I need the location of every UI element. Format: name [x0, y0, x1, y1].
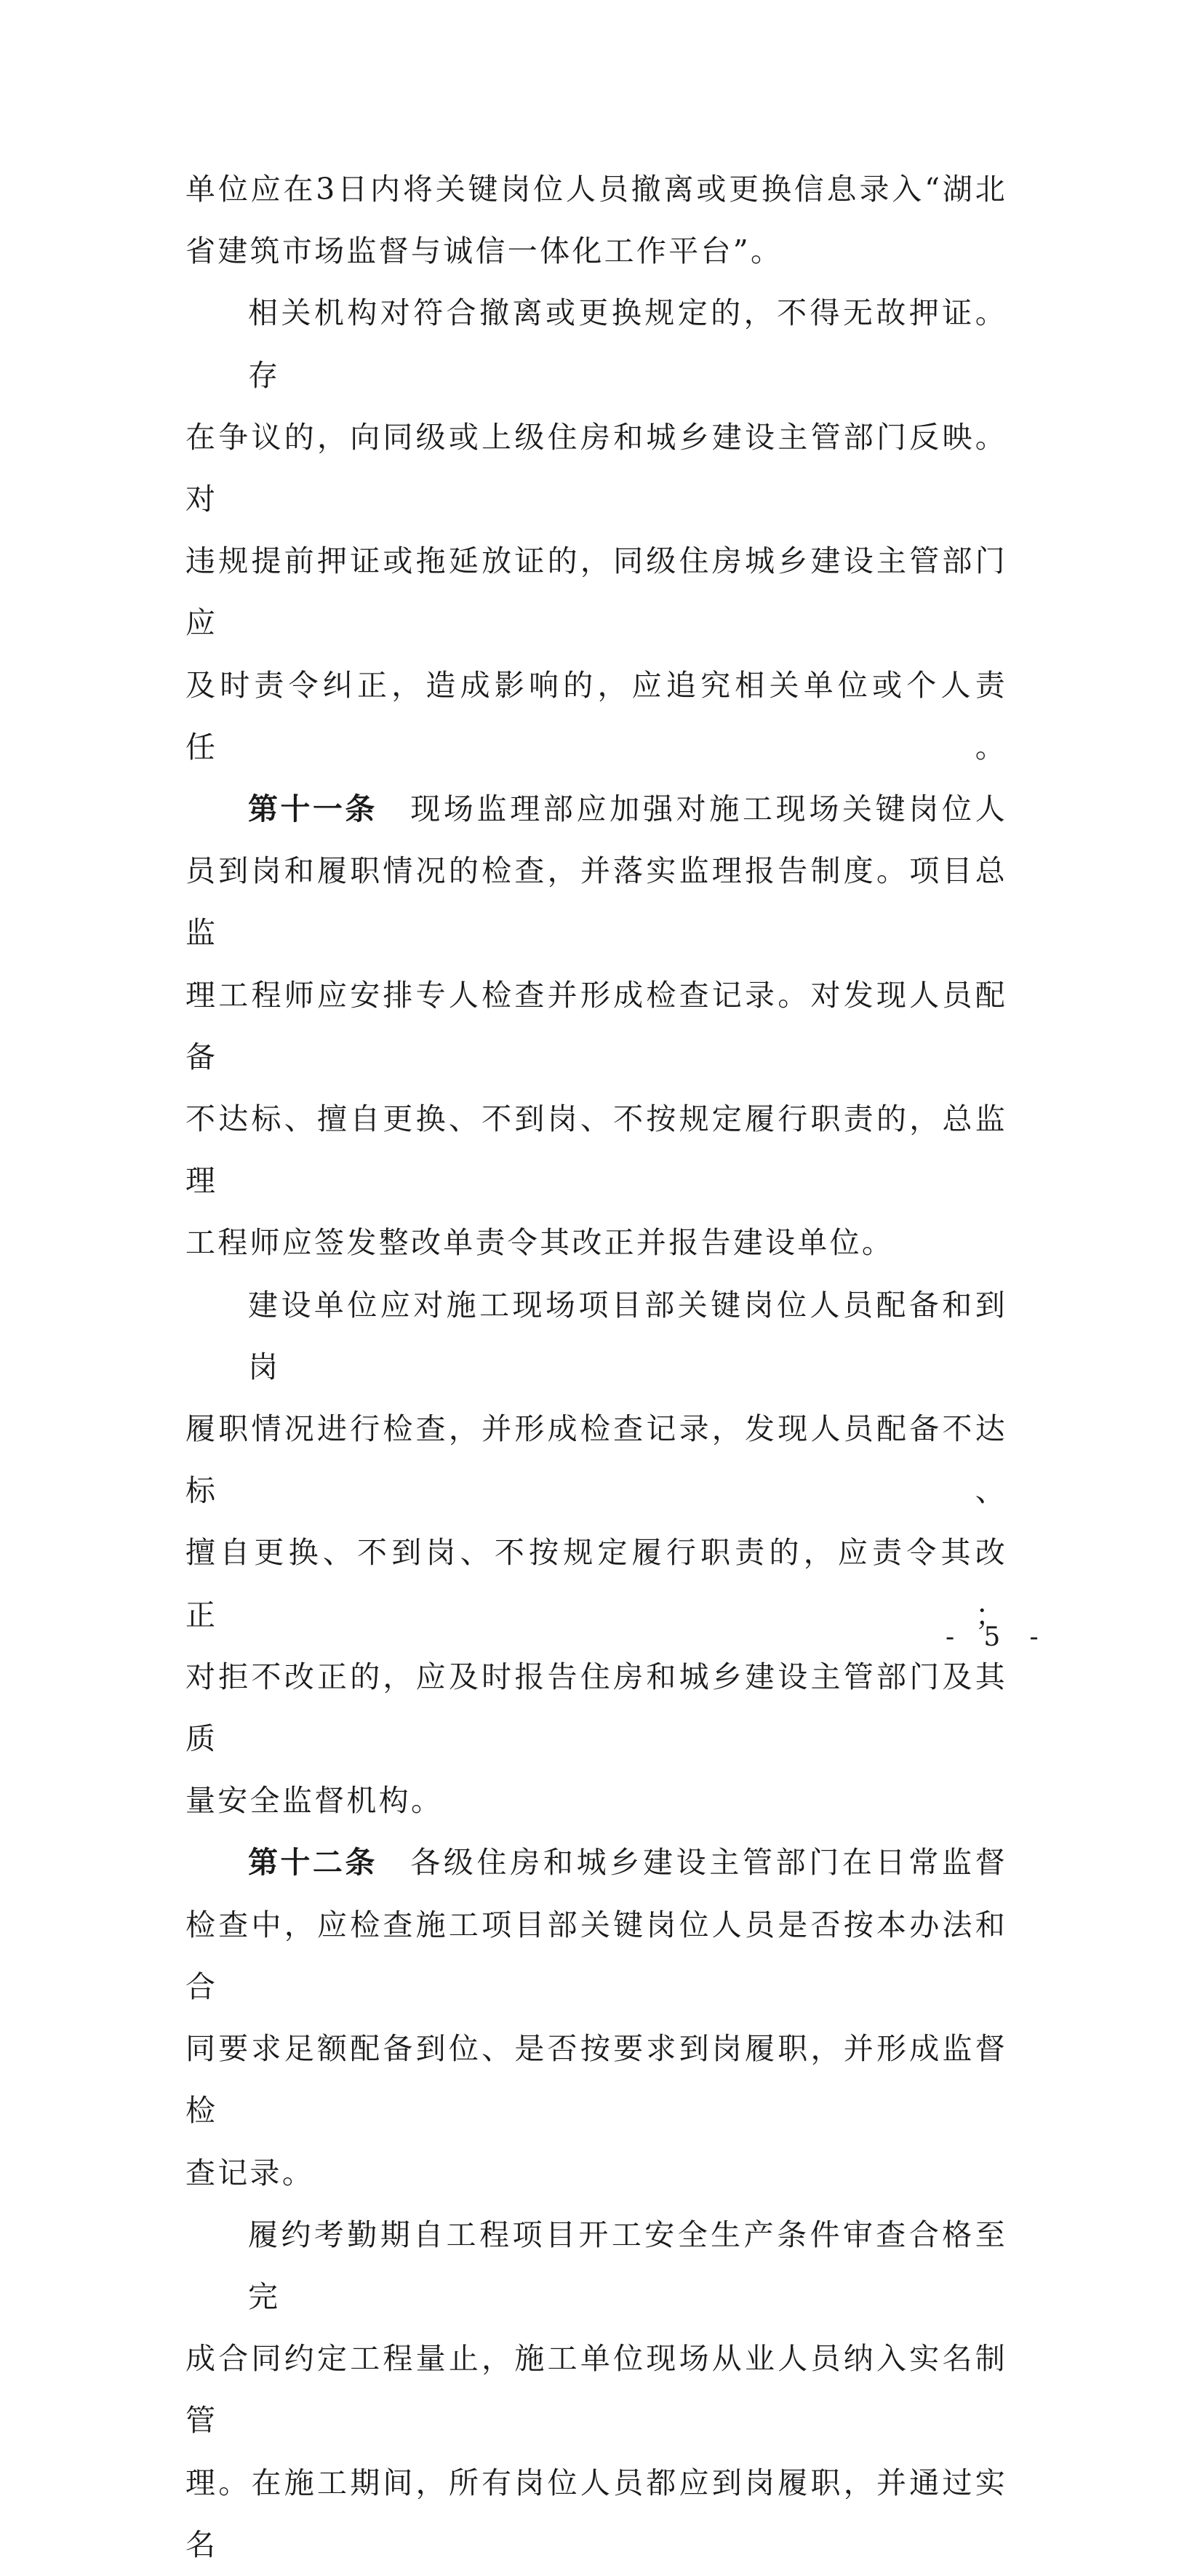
- text-line: 量安全监督机构。: [185, 1783, 444, 1819]
- text-line: 对拒不改正的，应及时报告住房和城乡建设主管部门及其质: [185, 1659, 1007, 1757]
- document-body: [185, 159, 1007, 2576]
- text-line: 履约考勤期自工程项目开工安全生产条件审查合格至完: [248, 2217, 1007, 2314]
- text-line: 履职情况进行检查，并形成检查记录，发现人员配备不达标、: [185, 1411, 1007, 1509]
- paragraph-continuation: [185, 159, 1007, 282]
- text-line: 查记录。: [185, 2155, 315, 2190]
- article-heading: 第十二条: [248, 1845, 377, 1881]
- text-line: 理工程师应安排专人检查并形成检查记录。对发现人员配备: [185, 977, 1007, 1074]
- text-line: 违规提前押证或拖延放证的，同级住房城乡建设主管部门应: [185, 543, 1007, 641]
- paragraph: [185, 1275, 1007, 1833]
- article-eleven: [185, 778, 1007, 1275]
- text-line: 同要求足额配备到位、是否按要求到岗履职，并形成监督检: [185, 2031, 1007, 2129]
- paragraph: [185, 282, 1007, 778]
- text-line: 及时责令纠正，造成影响的，应追究相关单位或个人责任。: [185, 667, 1007, 765]
- article-text: 各级住房和城乡建设主管部门在日常监督: [409, 1845, 1007, 1881]
- paragraph: [185, 2204, 1007, 2576]
- article-text: 现场监理部应加强对施工现场关键岗位人: [409, 791, 1007, 827]
- text-line: [185, 778, 1007, 840]
- article-heading: 第十一条: [248, 791, 377, 827]
- text-line: 单位应在3日内将关键岗位人员撤离或更换信息录入“湖北: [185, 172, 1007, 207]
- text-line: 员到岗和履职情况的检查，并落实监理报告制度。项目总监: [185, 853, 1007, 951]
- text-line: 工程师应签发整改单责令其改正并报告建设单位。: [185, 1225, 895, 1261]
- text-line: 检查中，应检查施工项目部关键岗位人员是否按本办法和合: [185, 1907, 1007, 2004]
- text-line: 相关机构对符合撤离或更换规定的，不得无故押证。存: [248, 295, 1007, 393]
- page-number: - 5 -: [946, 1622, 1050, 1652]
- text-line: 擅自更换、不到岗、不按规定履行职责的，应责令其改正；: [185, 1535, 1007, 1632]
- text-line: 建设单位应对施工现场项目部关键岗位人员配备和到岗: [248, 1287, 1007, 1384]
- text-line: 不达标、擅自更换、不到岗、不按规定履行职责的，总监理: [185, 1101, 1007, 1199]
- text-line: 在争议的，向同级或上级住房和城乡建设主管部门反映。对: [185, 419, 1007, 517]
- text-line: [185, 1832, 1007, 1894]
- text-line: 成合同约定工程量止，施工单位现场从业人员纳入实名制管: [185, 2341, 1007, 2439]
- text-line: 省建筑市场监督与诚信一体化工作平台”。: [185, 234, 783, 269]
- text-line: 理。在施工期间，所有岗位人员都应到岗履职，并通过实名: [185, 2465, 1007, 2562]
- article-twelve: [185, 1832, 1007, 2204]
